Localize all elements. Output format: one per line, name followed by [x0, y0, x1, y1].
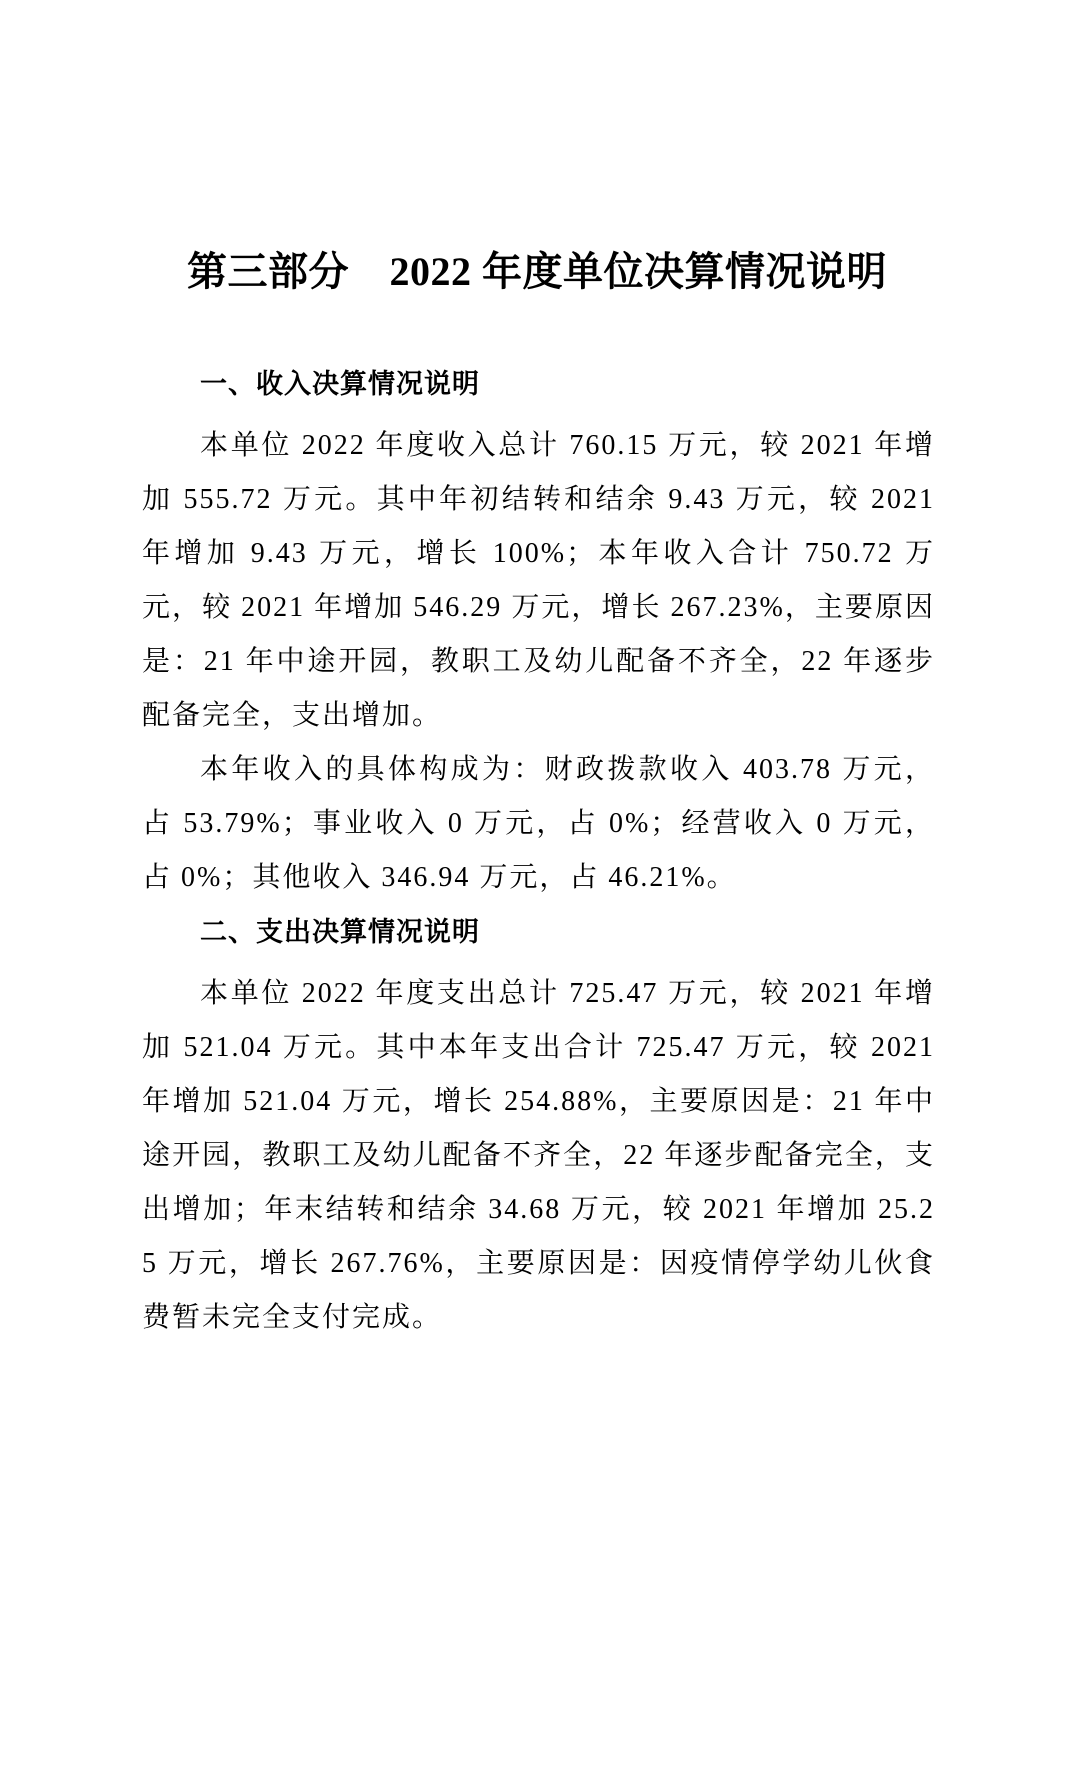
income-summary-paragraph: 本单位 2022 年度收入总计 760.15 万元，较 2021 年增加 555.72 万元。其中年初结转和结余 9.43 万元，较 2021 年增加 9.43 万元，增长 100%；本年收入合计 750.72 万元，较 2021 年增加 546.29 万元，增长 267.23%，主要原因是：21 年中途开园，教职工及幼儿配备不齐全，22 年逐步配备完全，支出增加。 [142, 430, 935, 731]
expenditure-summary-paragraph: 本单位 2022 年度支出总计 725.47 万元，较 2021 年增加 521.04 万元。其中本年支出合计 725.47 万元，较 2021 年增加 521.04 万元，增长 254.88%，主要原因是：21 年中途开园，教职工及幼儿配备不齐全，22 年逐步配备完全，支出增加；年末结转和结余 34.68 万元，较 2021 年增加 25.25 万元，增长 267.76%，主要原因是：因疫情停学幼儿伙食费暂未完全支付完成。 [142, 978, 935, 1333]
section-heading-expenditure: 二、支出决算情况说明 [200, 917, 480, 947]
income-composition-paragraph: 本年收入的具体构成为：财政拨款收入 403.78 万元，占 53.79%；事业收入 0 万元，占 0%；经营收入 0 万元，占 0%；其他收入 346.94 万元，占 46.21%。 [142, 754, 935, 893]
document-body [142, 357, 935, 1345]
section-heading-income: 一、收入决算情况说明 [200, 369, 480, 399]
document-page [0, 248, 1074, 1768]
document-title: 第三部分 2022 年度单位决算情况说明 [187, 249, 887, 294]
